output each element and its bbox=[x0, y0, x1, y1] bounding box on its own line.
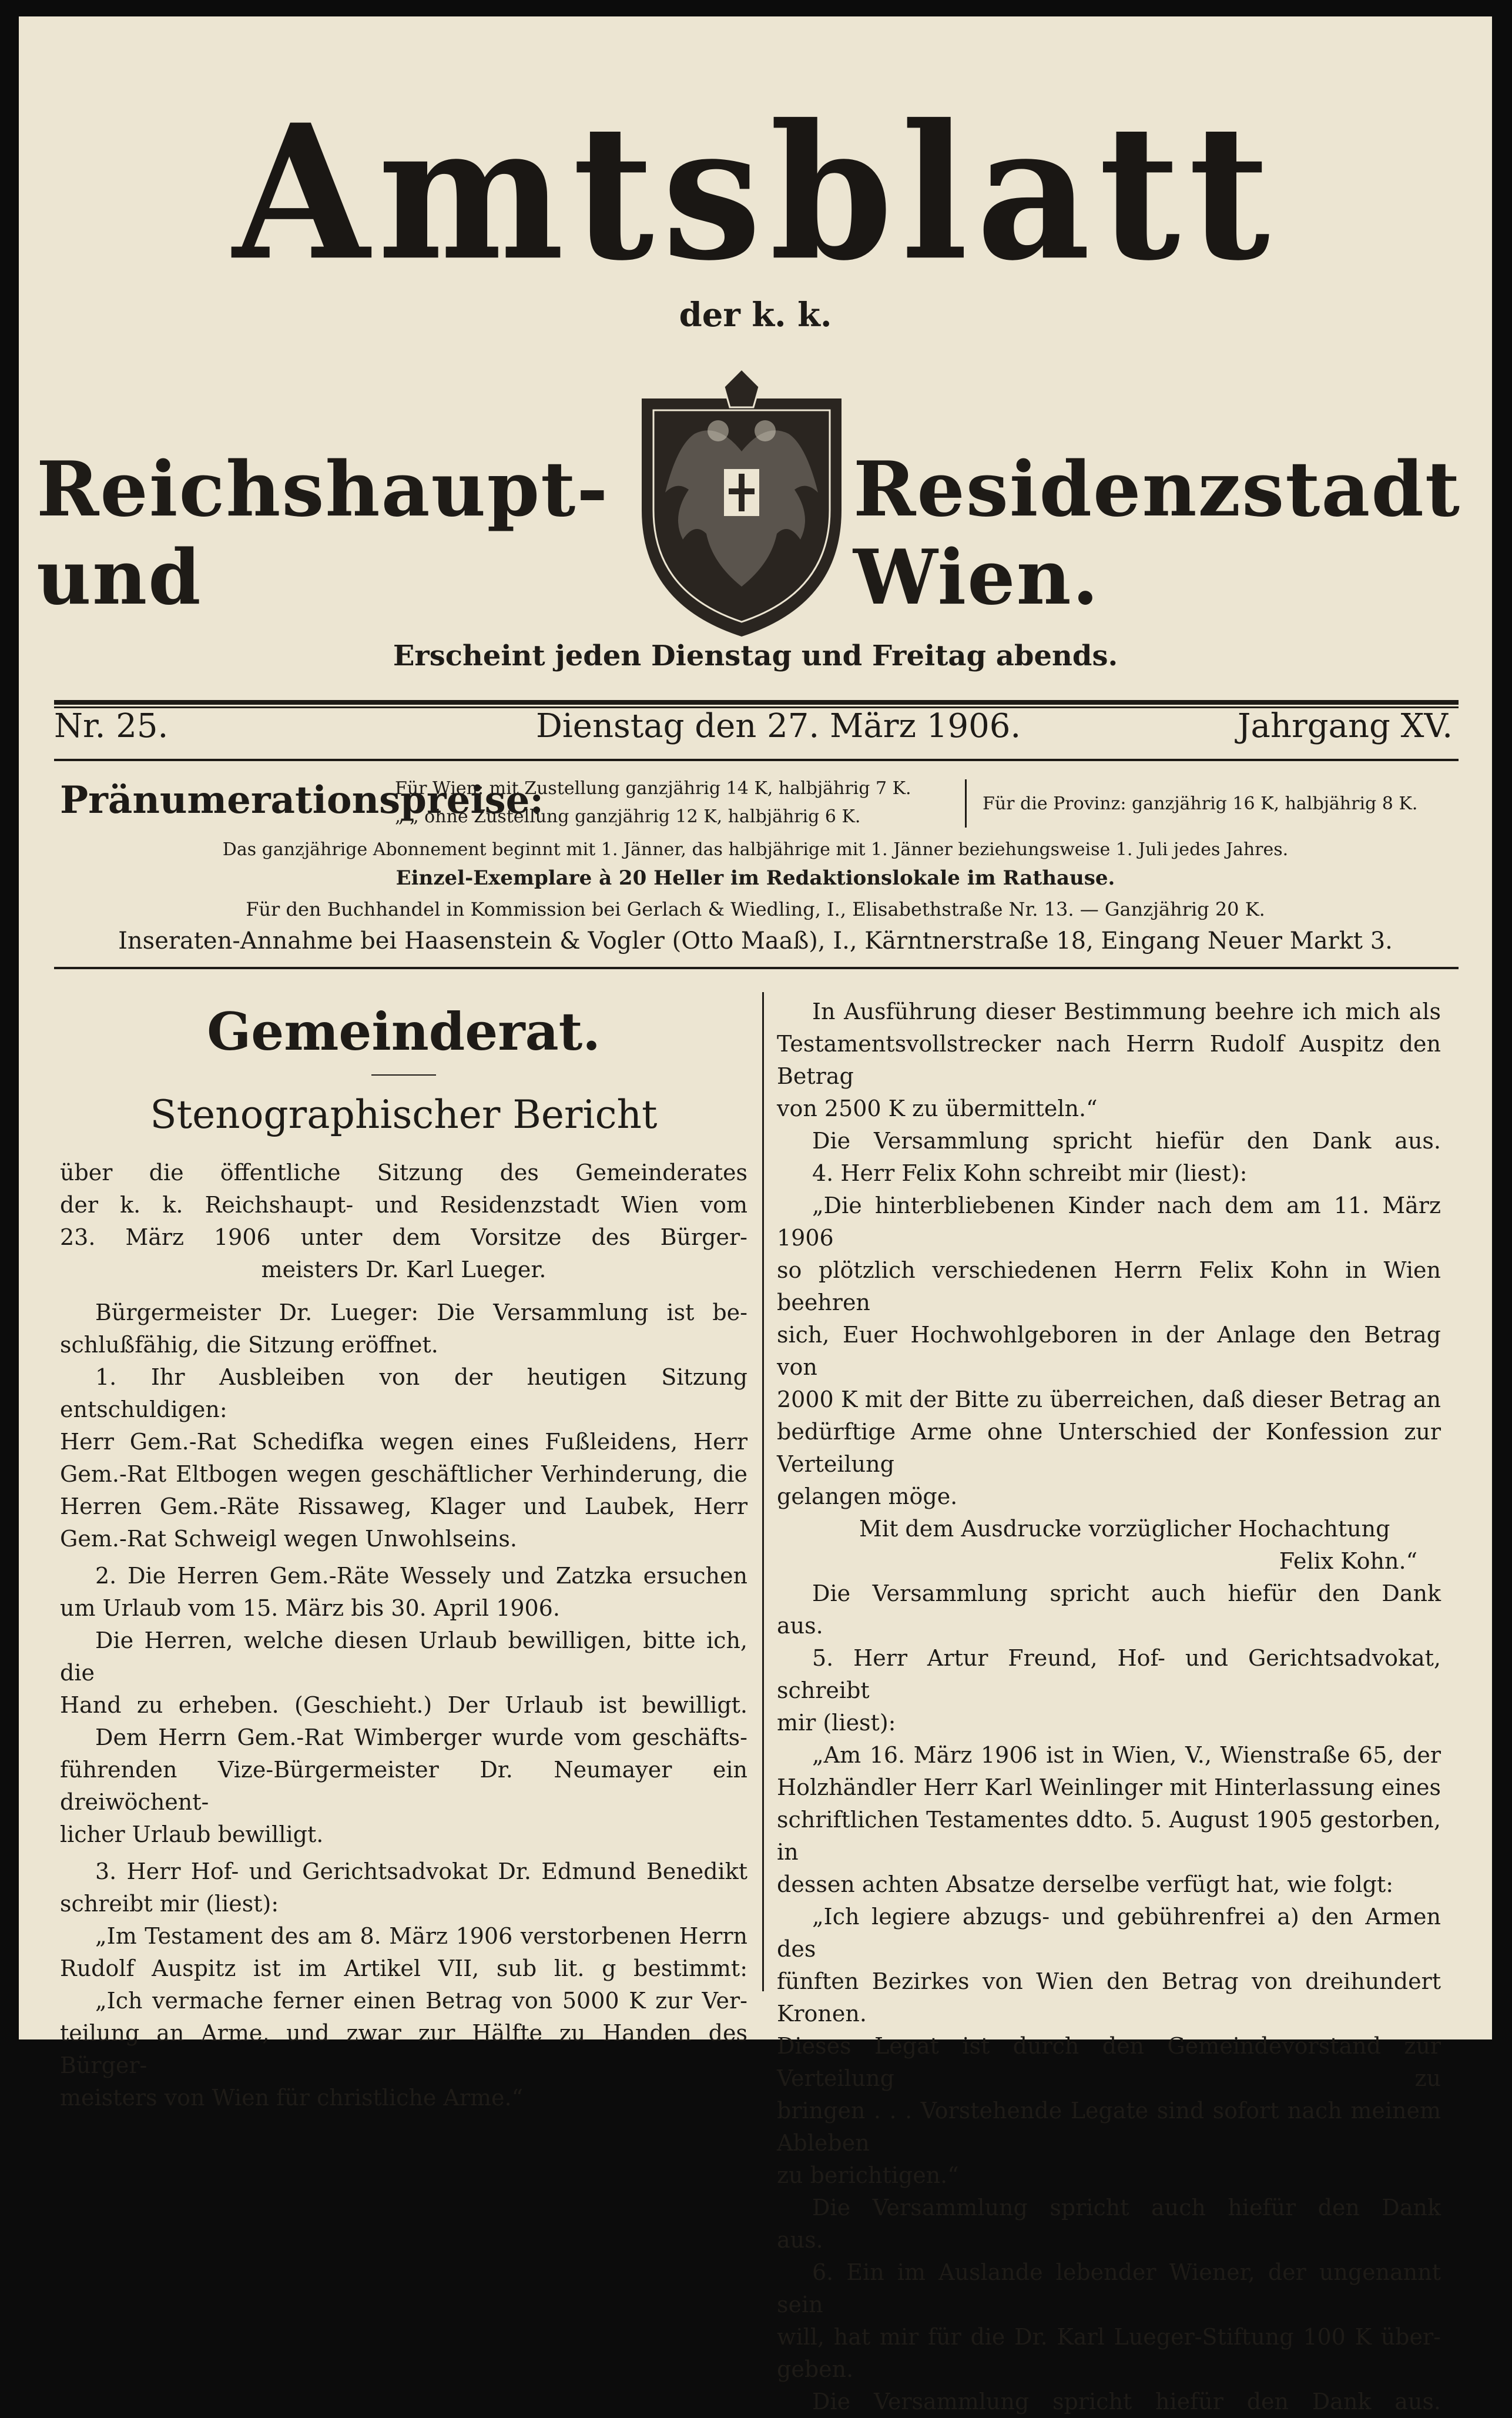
paragraph-line: licher Urlaub bewilligt. bbox=[60, 1821, 324, 1847]
paragraph-line: Herren Gem.-Räte Rissaweg, Klager und Laubek, Herr bbox=[60, 1493, 747, 1519]
paragraph-line: über die öffentliche Sitzung des Gemeinderates bbox=[60, 1160, 747, 1185]
top-double-rule bbox=[54, 700, 1459, 705]
paragraph-line: um Urlaub vom 15. März bis 30. April 1906. bbox=[60, 1595, 560, 1621]
price-vienna-without-delivery: „ „ ohne Zustellung ganzjährig 12 K, halbjährig 6 K. bbox=[395, 806, 861, 827]
column-divider bbox=[762, 992, 764, 1991]
paragraph-line: „Am 16. März 1906 ist in Wien, V., Wienstraße 65, der bbox=[812, 1742, 1441, 1768]
paragraph-line: Holzhändler Herr Karl Weinlinger mit Hinterlassung eines bbox=[777, 1774, 1441, 1800]
section-title: Gemeinderat. bbox=[207, 1001, 601, 1062]
paragraph-line: 6. Ein im Auslande lebender Wiener, der ungenannt sein bbox=[777, 2259, 1441, 2317]
paragraph-line: „Ich vermache ferner einen Betrag von 5000 K zur Ver- bbox=[95, 1988, 747, 2014]
paragraph-line: bringen . . . Vorstehende Legate sind sofort nach meinem Ableben bbox=[777, 2098, 1441, 2156]
paragraph-line: 3. Herr Hof- und Gerichtsadvokat Dr. Edmund Benedikt bbox=[95, 1858, 747, 1884]
subscription-note: Das ganzjährige Abonnement beginnt mit 1. Jänner, das halbjährige mit 1. Jänner beziehungsweise 1. Juli jedes Jahres. bbox=[222, 839, 1289, 860]
paragraph-line: In Ausführung dieser Bestimmung beehre ich mich als bbox=[812, 999, 1441, 1024]
issue-number: Nr. 25. bbox=[54, 707, 169, 745]
paragraph-line: aus. bbox=[777, 2227, 823, 2253]
paragraph-line: von 2500 K zu übermitteln.“ bbox=[777, 1096, 1098, 1121]
price-divider bbox=[965, 779, 967, 828]
paragraph-line: Hand zu erheben. (Geschieht.) Der Urlaub ist bewilligt. bbox=[60, 1692, 747, 1718]
paragraph-line: Die Versammlung spricht auch hiefür den Dank bbox=[812, 1580, 1441, 1606]
advertising-note: Inseraten-Annahme bei Haasenstein & Vogler (Otto Maaß), I., Kärntnerstraße 18, Eingang Neuer Markt 3. bbox=[118, 927, 1393, 955]
paragraph-line: Die Versammlung spricht hiefür den Dank aus. bbox=[812, 2389, 1441, 2414]
issue-date: Dienstag den 27. März 1906. bbox=[536, 707, 1021, 745]
paragraph-line: schriftlichen Testamentes ddto. 5. August 1905 gestorben, in bbox=[777, 1807, 1441, 1865]
paragraph-line: „Die hinterbliebenen Kinder nach dem am 11. März 1906 bbox=[777, 1193, 1441, 1251]
paragraph-line: gelangen möge. bbox=[777, 1483, 958, 1509]
paragraph-line: zu berichtigen.“ bbox=[777, 2162, 959, 2188]
bookstore-note: Für den Buchhandel in Kommission bei Gerlach & Wiedling, I., Elisabethstraße Nr. 13. — Ganzjährig 20 K. bbox=[246, 898, 1265, 920]
masthead-city-right: Residenzstadt Wien. bbox=[853, 446, 1461, 622]
paragraph-line: Dem Herrn Gem.-Rat Wimberger wurde vom geschäfts- bbox=[95, 1724, 747, 1750]
paragraph-line: will, hat mir für die Dr. Karl Lueger-Stiftung 100 K über- bbox=[777, 2324, 1441, 2350]
paragraph-line: Mit dem Ausdrucke vorzüglicher Hochachtung bbox=[859, 1516, 1390, 1542]
right-column bbox=[777, 996, 1441, 2418]
paragraph-line: der k. k. Reichshaupt- und Residenzstadt Wien vom bbox=[60, 1192, 747, 1218]
section-title-rule bbox=[371, 1074, 436, 1076]
paragraph-line: sich, Euer Hochwohlgeboren in der Anlage den Betrag von bbox=[777, 1322, 1441, 1380]
paragraph-line: 2. Die Herren Gem.-Räte Wessely und Zatzka ersuchen bbox=[95, 1563, 747, 1589]
section-subtitle: Stenographischer Bericht bbox=[150, 1092, 658, 1137]
paragraph-line: so plötzlich verschiedenen Herrn Felix Kohn in Wien beehren bbox=[777, 1257, 1441, 1315]
paragraph-line: 23. März 1906 unter dem Vorsitze des Bürger- bbox=[60, 1224, 747, 1250]
paragraph-line: Herr Gem.-Rat Schedifka wegen eines Fußleidens, Herr bbox=[60, 1429, 747, 1455]
left-column bbox=[60, 1157, 747, 2114]
paragraph-line: meisters von Wien für christliche Arme.“ bbox=[60, 2085, 524, 2111]
paragraph-line: Die Versammlung spricht hiefür den Dank aus. bbox=[812, 1128, 1441, 1154]
paragraph-line: Gem.-Rat Eltbogen wegen geschäftlicher Verhinderung, die bbox=[60, 1461, 747, 1487]
issue-bar bbox=[54, 707, 1453, 754]
paragraph-line: 1. Ihr Ausbleiben von der heutigen Sitzung entschuldigen: bbox=[60, 1364, 747, 1422]
issue-bar-rule bbox=[54, 759, 1459, 761]
publication-schedule: Erscheint jeden Dienstag und Freitag abends. bbox=[393, 639, 1118, 672]
paragraph-line: Rudolf Auspitz ist im Artikel VII, sub lit. g bestimmt: bbox=[60, 1955, 747, 1981]
paragraph-line: Die Herren, welche diesen Urlaub bewilligen, bitte ich, die bbox=[60, 1627, 747, 1686]
paragraph-line: Bürgermeister Dr. Lueger: Die Versammlung ist be- bbox=[95, 1300, 747, 1325]
paragraph-line: 4. Herr Felix Kohn schreibt mir (liest): bbox=[812, 1160, 1248, 1186]
paragraph-line: bedürftige Arme ohne Unterschied der Konfession zur Verteilung bbox=[777, 1419, 1441, 1477]
paragraph-line: meisters Dr. Karl Lueger. bbox=[261, 1257, 547, 1282]
paragraph-line: Die Versammlung spricht auch hiefür den Dank bbox=[812, 2195, 1441, 2221]
paragraph-line: Testamentsvollstrecker nach Herrn Rudolf Auspitz den Betrag bbox=[777, 1031, 1441, 1089]
paragraph-line: führenden Vize-Bürgermeister Dr. Neumayer ein dreiwöchent- bbox=[60, 1757, 747, 1815]
paragraph-line: schlußfähig, die Sitzung eröffnet. bbox=[60, 1332, 438, 1358]
single-copies-note: Einzel-Exemplare à 20 Heller im Redaktionslokale im Rathause. bbox=[395, 866, 1115, 890]
paragraph-line: mir (liest): bbox=[777, 1710, 896, 1736]
masthead-subtitle: der k. k. bbox=[679, 296, 832, 334]
double-headed-eagle-coat-of-arms-icon bbox=[630, 363, 853, 639]
paragraph-line: „Im Testament des am 8. März 1906 verstorbenen Herrn bbox=[95, 1923, 747, 1949]
issue-year: Jahrgang XV. bbox=[1238, 707, 1453, 745]
signature-line: Felix Kohn.“ bbox=[1279, 1548, 1417, 1574]
masthead-title: Amtsblatt bbox=[233, 83, 1278, 302]
paragraph-line: dessen achten Absatze derselbe verfügt hat, wie folgt: bbox=[777, 1871, 1394, 1897]
masthead-city-left: Reichshaupt- und bbox=[36, 446, 609, 622]
paragraph-line: Gem.-Rat Schweigl wegen Unwohlseins. bbox=[60, 1526, 517, 1552]
paragraph-line: 2000 K mit der Bitte zu überreichen, daß dieser Betrag an bbox=[777, 1387, 1441, 1412]
paragraph-line: fünften Bezirkes von Wien den Betrag von dreihundert Kronen. bbox=[777, 1968, 1441, 2027]
prices-label: Pränumerationspreise: bbox=[60, 778, 544, 822]
newspaper-page bbox=[19, 16, 1492, 2414]
paragraph-line: geben. bbox=[777, 2356, 854, 2382]
header-bottom-rule bbox=[54, 967, 1459, 969]
price-province: Für die Provinz: ganzjährig 16 K, halbjährig 8 K. bbox=[983, 793, 1418, 814]
price-vienna-with-delivery: Für Wien: mit Zustellung ganzjährig 14 K, halbjährig 7 K. bbox=[395, 778, 911, 799]
paragraph-line: aus. bbox=[777, 1613, 823, 1639]
paragraph-line: Dieses Legat ist durch den Gemeindevorstand zur Verteilung zu bbox=[777, 2033, 1441, 2091]
paragraph-line: teilung an Arme, und zwar zur Hälfte zu Handen des Bürger- bbox=[60, 2020, 747, 2078]
paragraph-line: „Ich legiere abzugs- und gebührenfrei a) den Armen des bbox=[777, 1904, 1441, 1962]
paragraph-line: schreibt mir (liest): bbox=[60, 1891, 279, 1917]
paragraph-line: 5. Herr Artur Freund, Hof- und Gerichtsadvokat, schreibt bbox=[777, 1645, 1441, 1703]
